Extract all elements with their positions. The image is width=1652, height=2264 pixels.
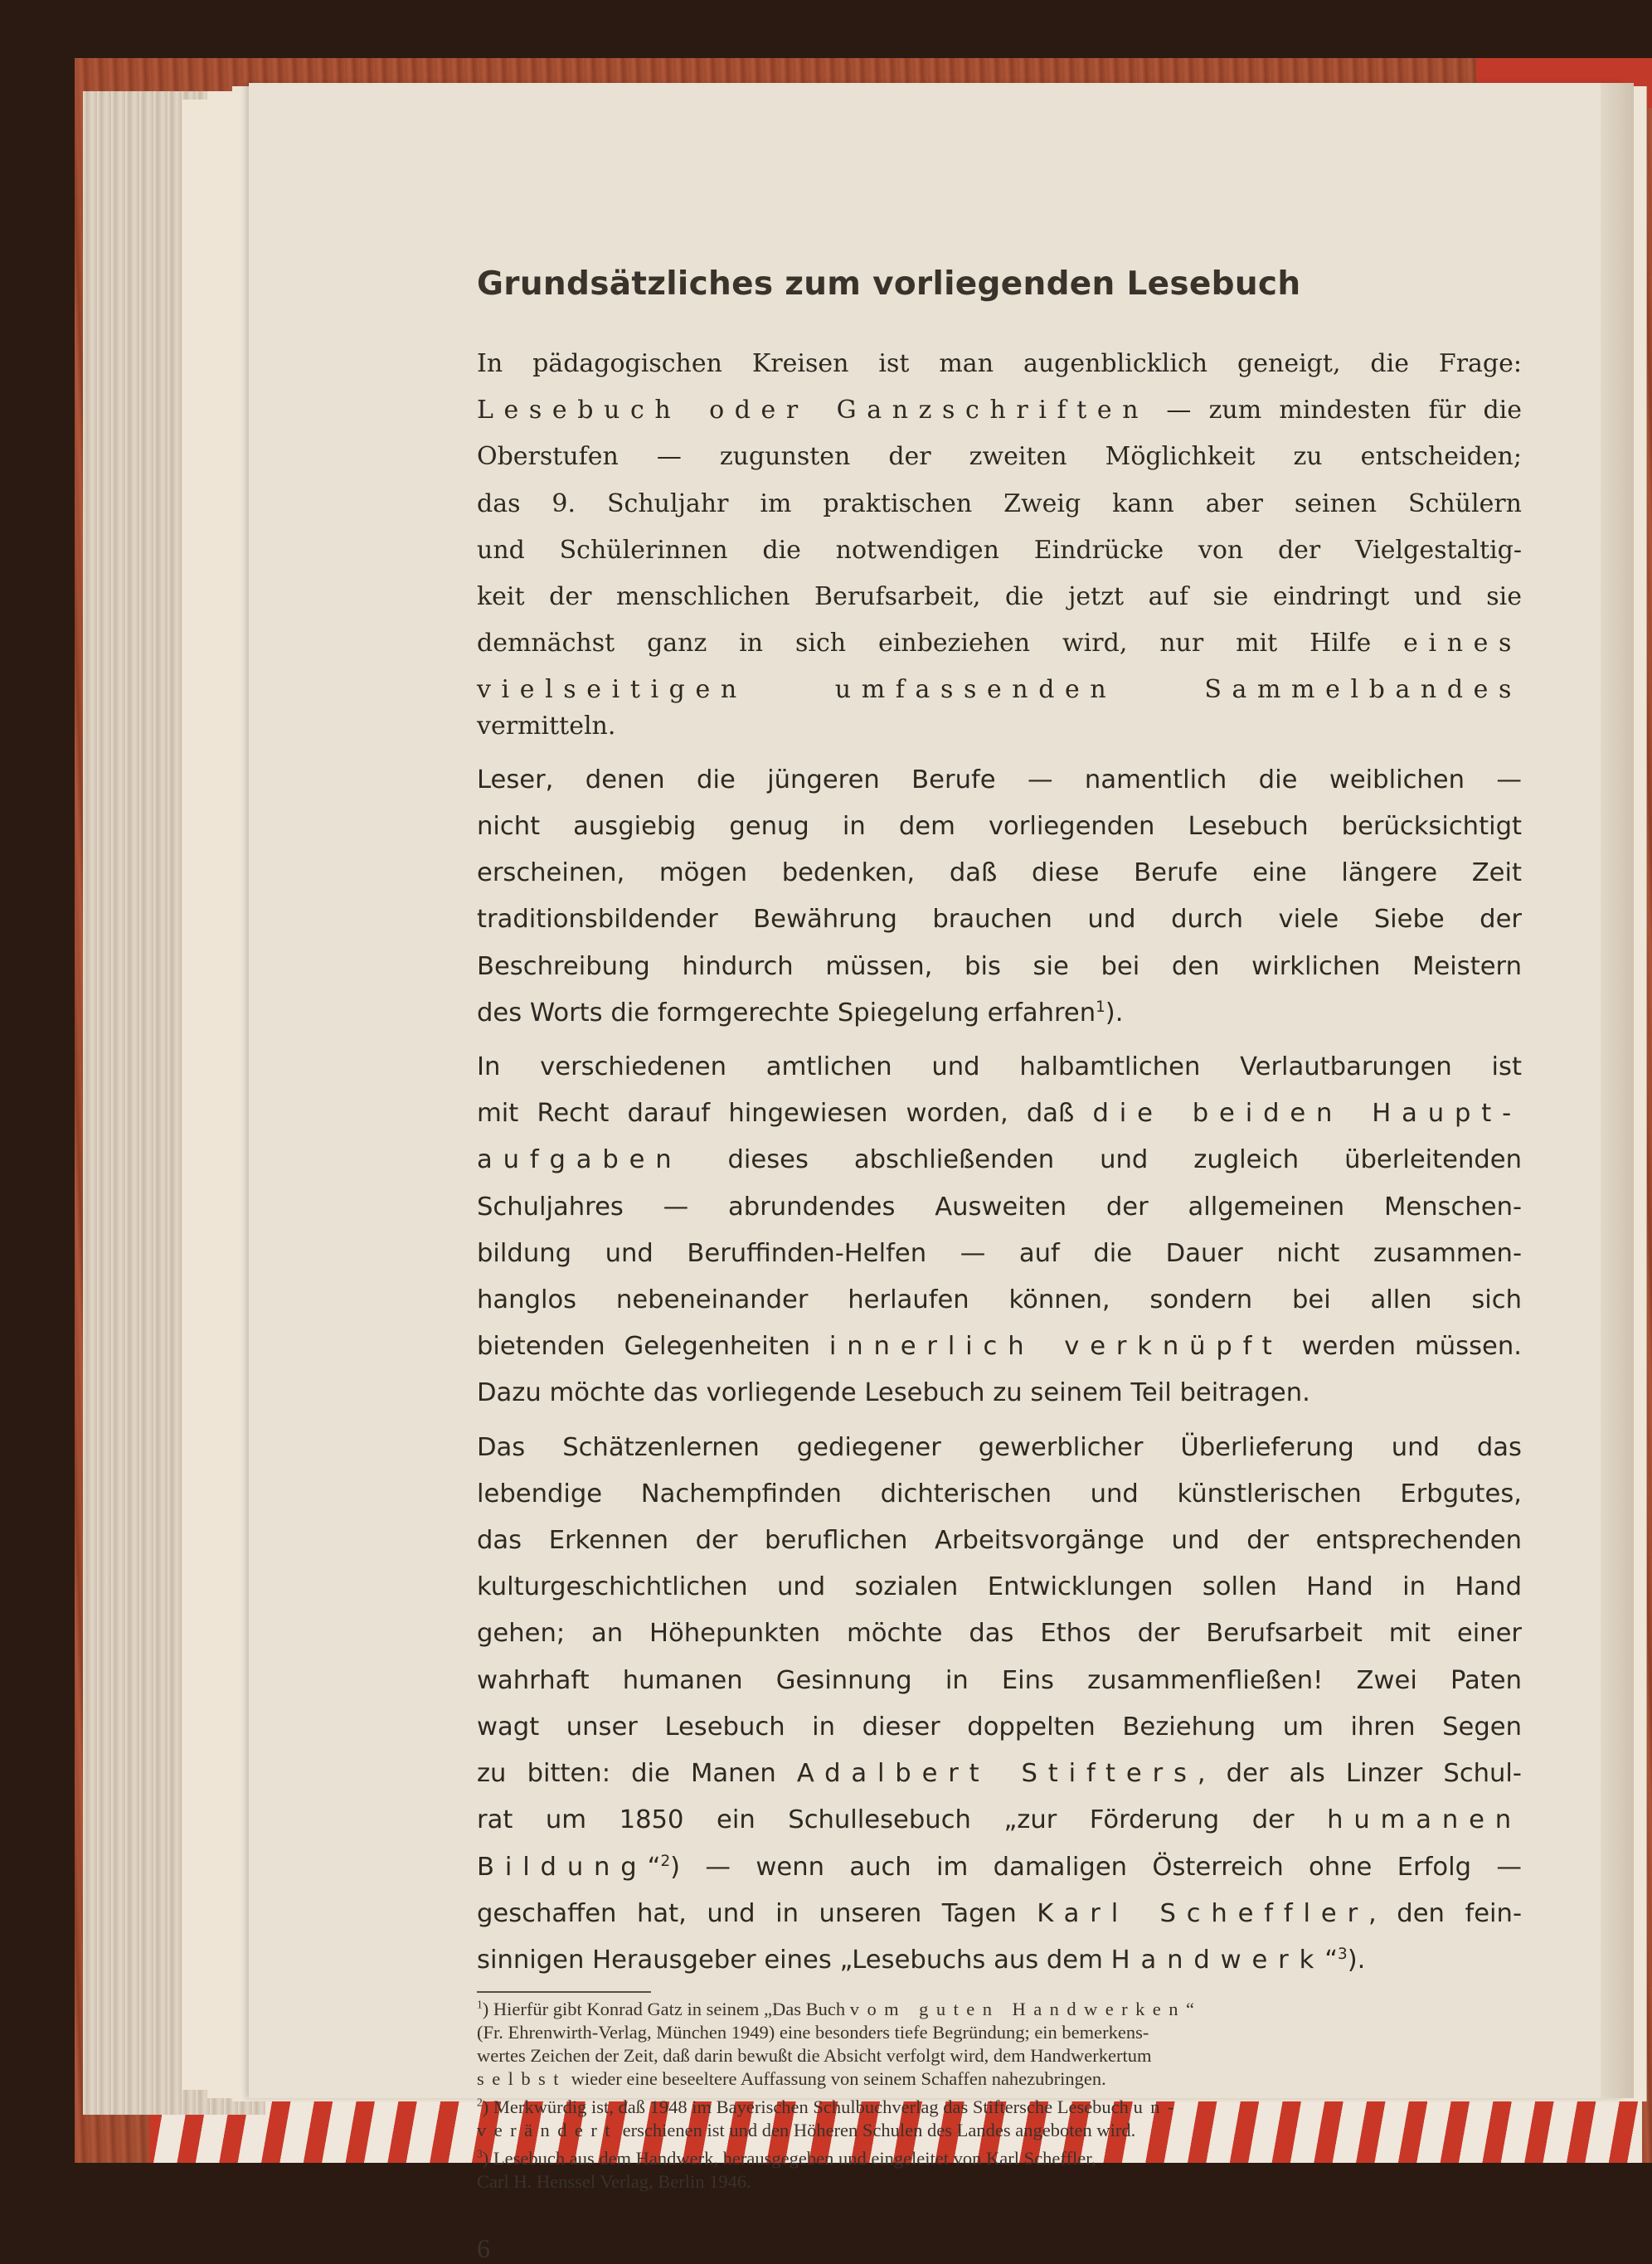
- text-line: keit der menschlichen Berufsarbeit, die jetzt auf sie eindringt und sie: [477, 582, 1522, 612]
- text-line: wahrhaft humanen Gesinnung in Eins zusammenfließen! Zwei Paten: [477, 1665, 1522, 1695]
- text-line: Das Schätzenlernen gediegener gewerblicher Überlieferung und das: [477, 1432, 1522, 1462]
- text-line: lebendige Nachempfinden dichterischen und künstlerischen Erbgutes,: [477, 1479, 1522, 1509]
- paragraph-1: [477, 346, 1522, 744]
- text-line: In verschiedenen amtlichen und halbamtlichen Verlautbarungen ist: [477, 1052, 1522, 1082]
- text-line: Lesebuch oder Ganzschriften — zum mindesten für die: [477, 396, 1523, 425]
- page-heading: Grundsätzliches zum vorliegenden Lesebuch: [477, 265, 1301, 303]
- text-line: nicht ausgiebig genug in dem vorliegenden Lesebuch berücksichtigt: [477, 812, 1522, 842]
- page-text: [477, 265, 1522, 2264]
- footnote-3: $^3$) Lesebuch aus dem Handwerk, herausgegeben und eingeleitet von Karl Scheffler, Carl H. Henssel Verlag, Berlin 1946.: [477, 2147, 1096, 2193]
- page-edge: [1601, 83, 1634, 2098]
- footnote-2: $^2$) Merkwürdig ist, daß 1948 im Bayerischen Schulbuchverlag das Stiftersche Lesebuch un- verändert erschienen ist und den Höheren Schulen des Landes angeboten wird.: [477, 2096, 1182, 2141]
- page-number: 6: [477, 2233, 490, 2264]
- footnote-ref: 3: [1338, 1945, 1348, 1963]
- text-line: geschaffen hat, und in unseren Tagen Karl Scheffler, den fein-: [477, 1898, 1522, 1928]
- footnotes: [477, 1998, 1522, 2194]
- footnote-rule: [477, 1991, 651, 1993]
- text-line: bietenden Gelegenheiten innerlich verknüpft werden müssen.: [477, 1332, 1522, 1362]
- text-line: Beschreibung hindurch müssen, bis sie bei den wirklichen Meistern: [477, 951, 1522, 981]
- text-line: gehen; an Höhepunkten möchte das Ethos der Berufsarbeit mit einer: [477, 1619, 1522, 1649]
- text-line: Dazu möchte das vorliegende Lesebuch zu seinem Teil beitragen.: [477, 1378, 1310, 1408]
- text-line: Schuljahres — abrundendes Ausweiten der allgemeinen Menschen-: [477, 1192, 1522, 1222]
- paragraph-3: [477, 1049, 1522, 1411]
- text-line: In pädagogischen Kreisen ist man augenblicklich geneigt, die Frage:: [477, 349, 1522, 378]
- text-line: rat um 1850 ein Schullesebuch „zur Förderung der humanen: [477, 1805, 1522, 1835]
- text-line: vielseitigen umfassenden Sammelbandes vermitteln.: [477, 675, 1522, 741]
- text-line: kulturgeschichtlichen und sozialen Entwicklungen sollen Hand in Hand: [477, 1572, 1522, 1602]
- text-line: Bildung“$^2$) — wenn auch im damaligen Österreich ohne Erfolg —: [477, 1852, 1522, 1882]
- text-line: sinnigen Herausgeber eines „Lesebuchs aus dem Handwerk“$^3$).: [477, 1945, 1366, 1975]
- text-line: demnächst ganz in sich einbeziehen wird, nur mit Hilfe eines: [477, 629, 1522, 658]
- text-line: Leser, denen die jüngeren Berufe — namentlich die weiblichen —: [477, 765, 1522, 794]
- paragraph-2: [477, 762, 1522, 1031]
- text-line: des Worts die formgerechte Spiegelung erfahren$^1$).: [477, 998, 1124, 1028]
- text-line: Oberstufen — zugunsten der zweiten Möglichkeit zu entscheiden;: [477, 442, 1522, 472]
- text-line: bildung und Beruffinden-Helfen — auf die Dauer nicht zusammen-: [477, 1238, 1522, 1268]
- text-line: mit Recht darauf hingewiesen worden, daß die beiden Haupt-: [477, 1099, 1522, 1129]
- text-line: das Erkennen der beruflichen Arbeitsvorgänge und der entsprechenden: [477, 1526, 1522, 1556]
- text-line: hanglos nebeneinander herlaufen können, sondern bei allen sich: [477, 1285, 1522, 1315]
- text-line: wagt unser Lesebuch in dieser doppelten Beziehung um ihren Segen: [477, 1712, 1522, 1742]
- text-line: zu bitten: die Manen Adalbert Stifters, der als Linzer Schul-: [477, 1759, 1522, 1789]
- text-line: und Schülerinnen die notwendigen Eindrücke von der Vielgestaltig-: [477, 535, 1522, 565]
- paragraph-4: [477, 1430, 1522, 1978]
- text-line: das 9. Schuljahr im praktischen Zweig kann aber seinen Schülern: [477, 488, 1522, 518]
- text-line: erscheinen, mögen bedenken, daß diese Berufe eine längere Zeit: [477, 858, 1522, 888]
- footnote-ref: 2: [660, 1852, 671, 1870]
- footnote-1: $^1$) Hierfür gibt Konrad Gatz in seinem „Das Buch vom guten Handwerken“ (Fr. Ehrenwirth-Verlag, München 1949) eine besonders tiefe Begründung; ein bemerkens- wertes Zeichen der Zeit, daß darin bewußt die Absicht verfolgt wird, dem Handwerkertum selbst wieder eine beseeltere Auffassung von seinem Schaffen nahezubringen.: [477, 1998, 1194, 2090]
- text-line: traditionsbildender Bewährung brauchen und durch viele Siebe der: [477, 905, 1522, 935]
- footnote-ref: 1: [1096, 998, 1105, 1016]
- text-line: aufgaben dieses abschließenden und zugleich überleitenden: [477, 1145, 1522, 1175]
